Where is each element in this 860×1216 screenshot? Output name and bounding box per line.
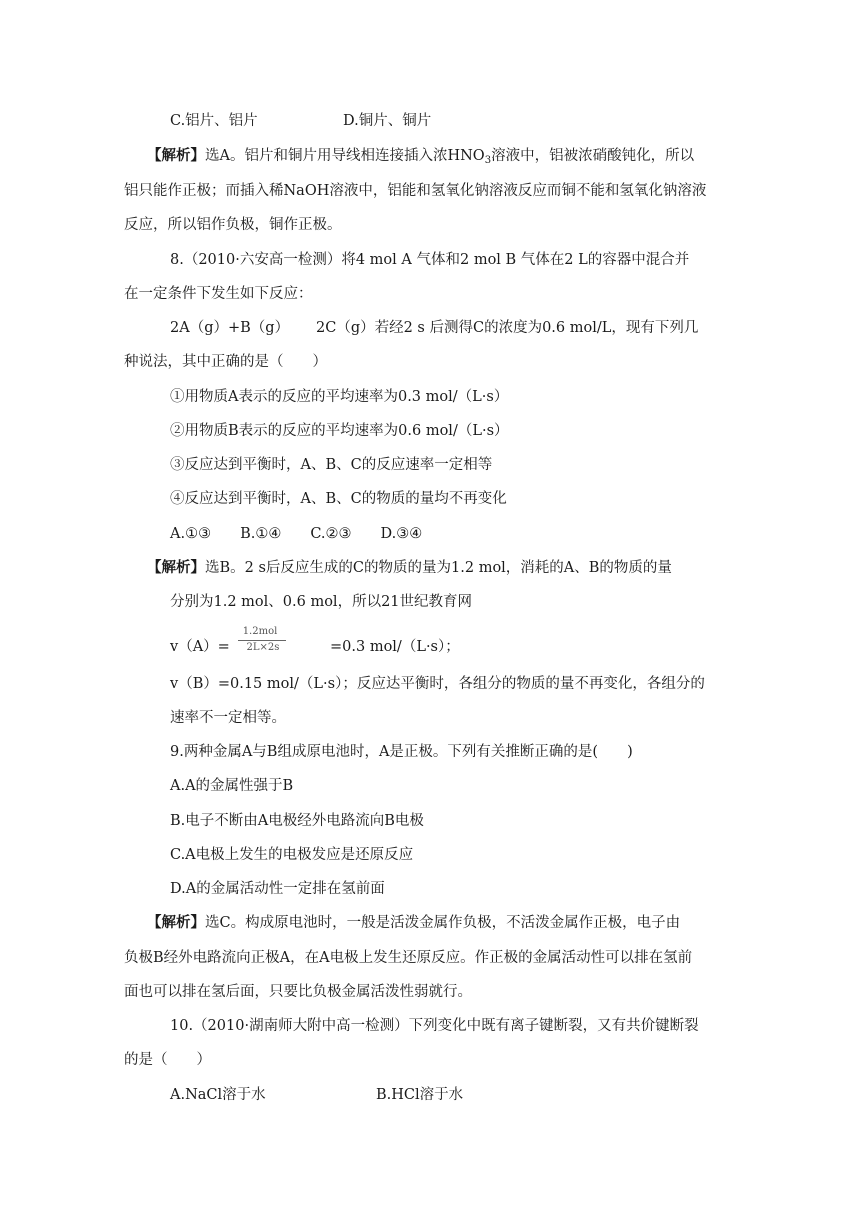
analysis-3-line-1 — [147, 913, 680, 933]
analysis-2-line-5: 速率不一定相等。 — [170, 710, 286, 726]
fraction-denominator: 2L×2s — [246, 642, 280, 653]
analysis-3-line-3: 面也可以排在氢后面，只要比负极金属活泼性弱就行。 — [124, 984, 472, 1000]
question-10-line-2: 的是（ ） — [124, 1052, 211, 1068]
statement-4: ④反应达到平衡时，A、B、C的物质的量均不再变化 — [170, 491, 507, 507]
equation-right: 2C（g）若经2 s 后测得C的浓度为0.6 mol/L，现有下列几 — [316, 320, 699, 336]
text: 选A。铝片和铜片用导线相连接插入浓HNO — [205, 148, 485, 164]
rate-a-value: =0.3 mol/（L·s）； — [330, 639, 460, 655]
rate-fraction — [236, 626, 308, 660]
option-c: C.铝片、铝片 — [170, 113, 258, 129]
analysis-tag: 【解析】 — [147, 148, 205, 164]
analysis-2-line-4: v（B）=0.15 mol/（L·s）；反应达平衡时，各组分的物质的量不再变化，各组分的 — [170, 676, 705, 692]
text: 溶液中，铝被浓硝酸钝化，所以 — [491, 148, 695, 164]
option-10a: A.NaCl溶于水 — [170, 1087, 266, 1103]
option-10b: B.HCl溶于水 — [376, 1087, 464, 1103]
question-9: 9.两种金属A与B组成原电池时，A是正极。下列有关推断正确的是( ) — [170, 744, 633, 760]
subscript: 3 — [484, 155, 492, 166]
statement-2: ②用物质B表示的反应的平均速率为0.6 mol/（L·s） — [170, 423, 509, 439]
question-8-line-2: 在一定条件下发生如下反应： — [124, 286, 313, 302]
option-9d: D.A的金属活动性一定排在氢前面 — [170, 881, 385, 897]
analysis-2-line-1 — [147, 558, 672, 578]
analysis-3-line-2: 负极B经外电路流向正极A，在A电极上发生还原反应。作正极的金属活动性可以排在氢前 — [124, 950, 693, 966]
analysis-2-line-2: 分别为1.2 mol、0.6 mol，所以21世纪教育网 — [170, 594, 473, 610]
option-d: D.铜片、铜片 — [343, 113, 432, 129]
analysis-1-line-2: 铝只能作正极；而插入稀NaOH溶液中，铝能和氢氧化钠溶液反应而铜不能和氢氧化钠溶液 — [124, 183, 707, 199]
question-8-options: A.①③ B.①④ C.②③ D.③④ — [170, 526, 423, 542]
question-8-line-4: 种说法，其中正确的是（ ） — [124, 354, 327, 370]
equation-left: 2A（g）+B（g） — [170, 320, 290, 336]
option-9b: B.电子不断由A电极经外电路流向B电极 — [170, 813, 424, 829]
option-9a: A.A的金属性强于B — [170, 778, 294, 794]
fraction-bar — [238, 640, 286, 641]
analysis-tag: 【解析】 — [147, 560, 205, 576]
statement-1: ①用物质A表示的反应的平均速率为0.3 mol/（L·s） — [170, 389, 509, 405]
rate-a-label: v（A）= — [170, 639, 230, 655]
text: 选B。2 s后反应生成的C的物质的量为1.2 mol，消耗的A、B的物质的量 — [205, 560, 672, 576]
statement-3: ③反应达到平衡时，A、B、C的反应速率一定相等 — [170, 457, 493, 473]
question-10-line-1: 10.（2010·湖南师大附中高一检测）下列变化中既有离子键断裂，又有共价键断裂 — [170, 1018, 699, 1034]
text: 选C。构成原电池时，一般是活泼金属作负极，不活泼金属作正极，电子由 — [205, 915, 681, 931]
fraction-numerator: 1.2mol — [242, 626, 278, 637]
analysis-1-line-3: 反应，所以铝作负极，铜作正极。 — [124, 217, 342, 233]
analysis-1-line-1 — [147, 146, 694, 171]
option-9c: C.A电极上发生的电极发应是还原反应 — [170, 847, 414, 863]
question-8-line-1: 8.（2010·六安高一检测）将4 mol A 气体和2 mol B 气体在2 L的容器中混合并 — [170, 252, 690, 268]
analysis-tag: 【解析】 — [147, 915, 205, 931]
